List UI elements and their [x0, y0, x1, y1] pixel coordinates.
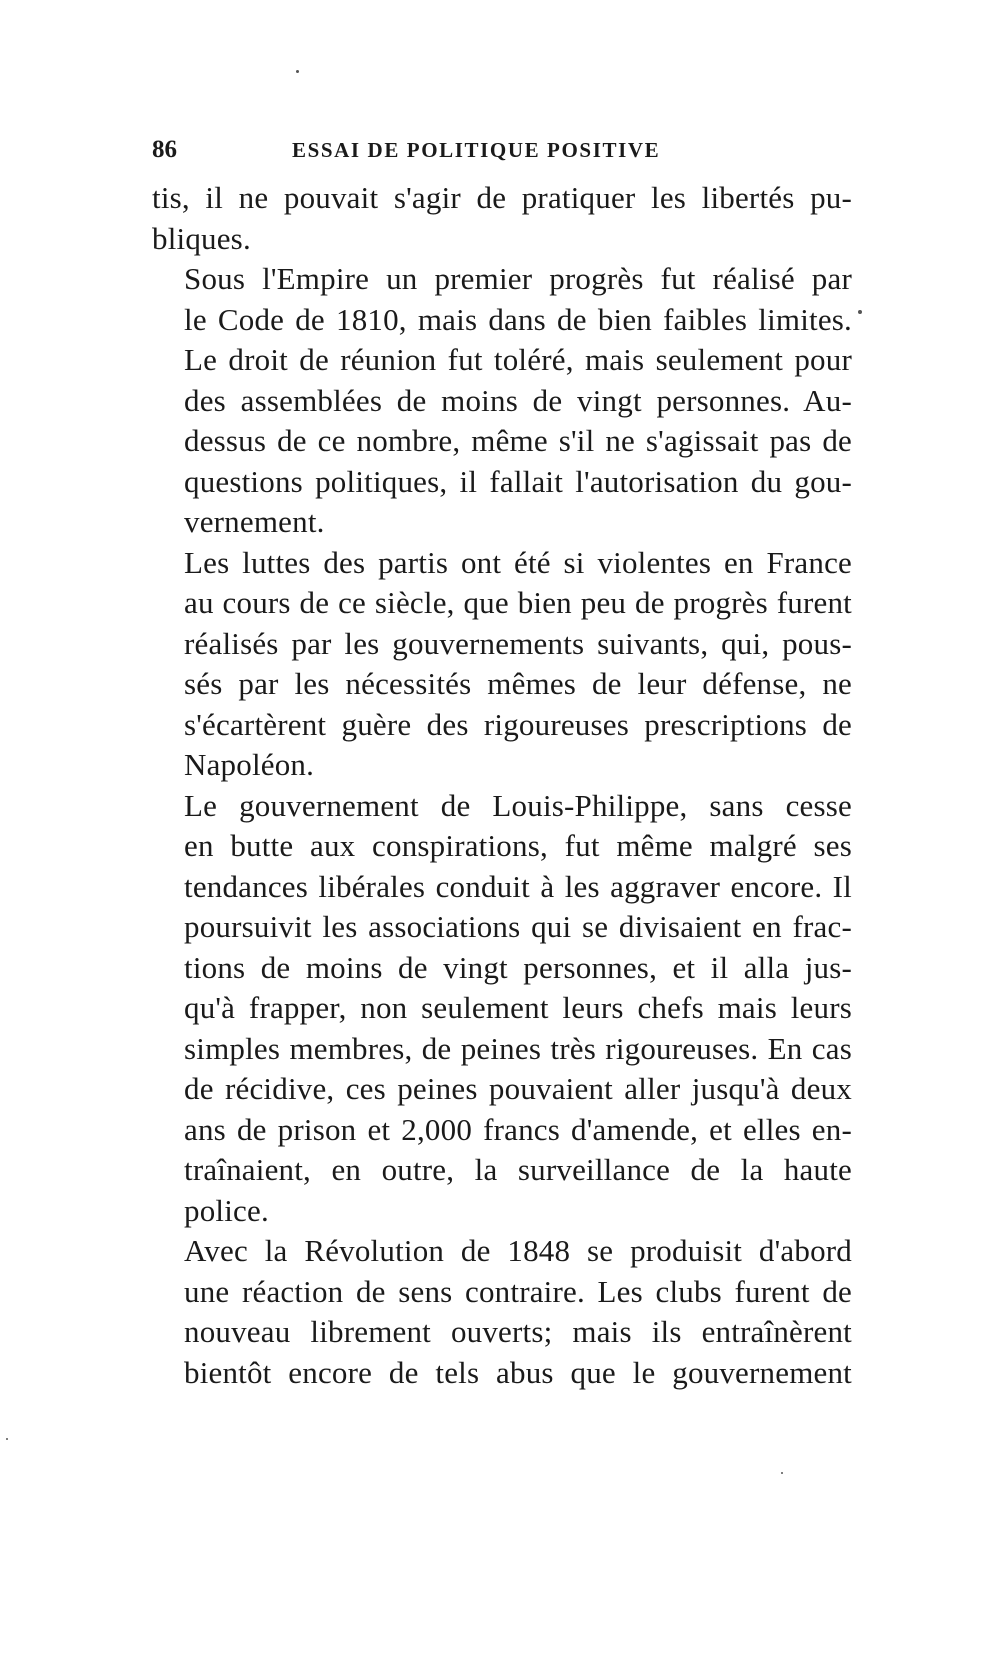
body-text	[152, 178, 852, 1393]
paragraph	[152, 1231, 852, 1393]
text-line: Le gouvernement de Louis-Philippe, sans cesse	[184, 787, 852, 823]
text-line: Sous l'Empire un premier progrès fut réalisé par	[184, 261, 852, 296]
book-page	[152, 136, 852, 1393]
paragraph	[152, 259, 852, 543]
running-head	[152, 136, 852, 172]
paragraph	[152, 543, 852, 786]
text-line: ans de prison et 2,000 francs d'amende, et elles en-	[184, 1111, 852, 1147]
text-line: en butte aux conspirations, fut même malgré ses	[184, 828, 852, 863]
text-line: Les luttes des partis ont été si violentes en France	[184, 544, 852, 580]
scan-speck	[296, 70, 299, 73]
text-line: nouveau librement ouverts; mais ils entraînèrent	[184, 1314, 852, 1349]
text-line: sés par les nécessités mêmes de leur défense, ne	[184, 666, 852, 701]
text-line: dessus de ce nombre, même s'il ne s'agissait pas de	[184, 423, 852, 458]
page-number: 86	[152, 136, 177, 163]
text-line: vernement.	[184, 504, 325, 539]
scan-speck	[781, 1472, 783, 1474]
text-line: au cours de ce siècle, que bien peu de progrès furent	[184, 585, 852, 620]
text-line: tendances libérales conduit à les aggraver encore. Il	[184, 868, 852, 904]
text-line: réalisés par les gouvernements suivants, qui, pous-	[184, 625, 852, 661]
text-line: tis, il ne pouvait s'agir de pratiquer les libertés pu-	[152, 180, 852, 215]
paragraph	[152, 178, 852, 259]
text-line: des assemblées de moins de vingt personnes. Au-	[184, 382, 852, 418]
text-line: Napoléon.	[184, 747, 315, 782]
text-line: une réaction de sens contraire. Les clubs furent de	[184, 1273, 852, 1309]
text-line: tions de moins de vingt personnes, et il alla jus-	[184, 949, 852, 985]
text-line: simples membres, de peines très rigoureuses. En cas	[184, 1030, 852, 1066]
running-title: ESSAI DE POLITIQUE POSITIVE	[292, 138, 661, 162]
scan-speck	[6, 1438, 8, 1440]
text-line: traînaient, en outre, la surveillance de la haute	[184, 1152, 852, 1187]
text-line: de récidive, ces peines pouvaient aller jusqu'à deux	[184, 1071, 852, 1106]
text-line: poursuivit les associations qui se divisaient en frac-	[184, 909, 852, 944]
text-line: bientôt encore de tels abus que le gouvernement	[184, 1354, 852, 1390]
text-line: Avec la Révolution de 1848 se produisit d'abord	[184, 1233, 852, 1268]
text-line: le Code de 1810, mais dans de bien faibles limites.	[184, 301, 852, 337]
text-line: police.	[184, 1192, 269, 1228]
text-line: s'écartèrent guère des rigoureuses prescriptions de	[184, 706, 852, 742]
scan-speck	[858, 310, 862, 314]
text-line: Le droit de réunion fut toléré, mais seulement pour	[184, 342, 852, 377]
text-line: bliques.	[152, 220, 251, 256]
text-line: questions politiques, il fallait l'autorisation du gou-	[184, 463, 852, 499]
paragraph	[152, 786, 852, 1232]
text-line: qu'à frapper, non seulement leurs chefs mais leurs	[184, 990, 852, 1025]
